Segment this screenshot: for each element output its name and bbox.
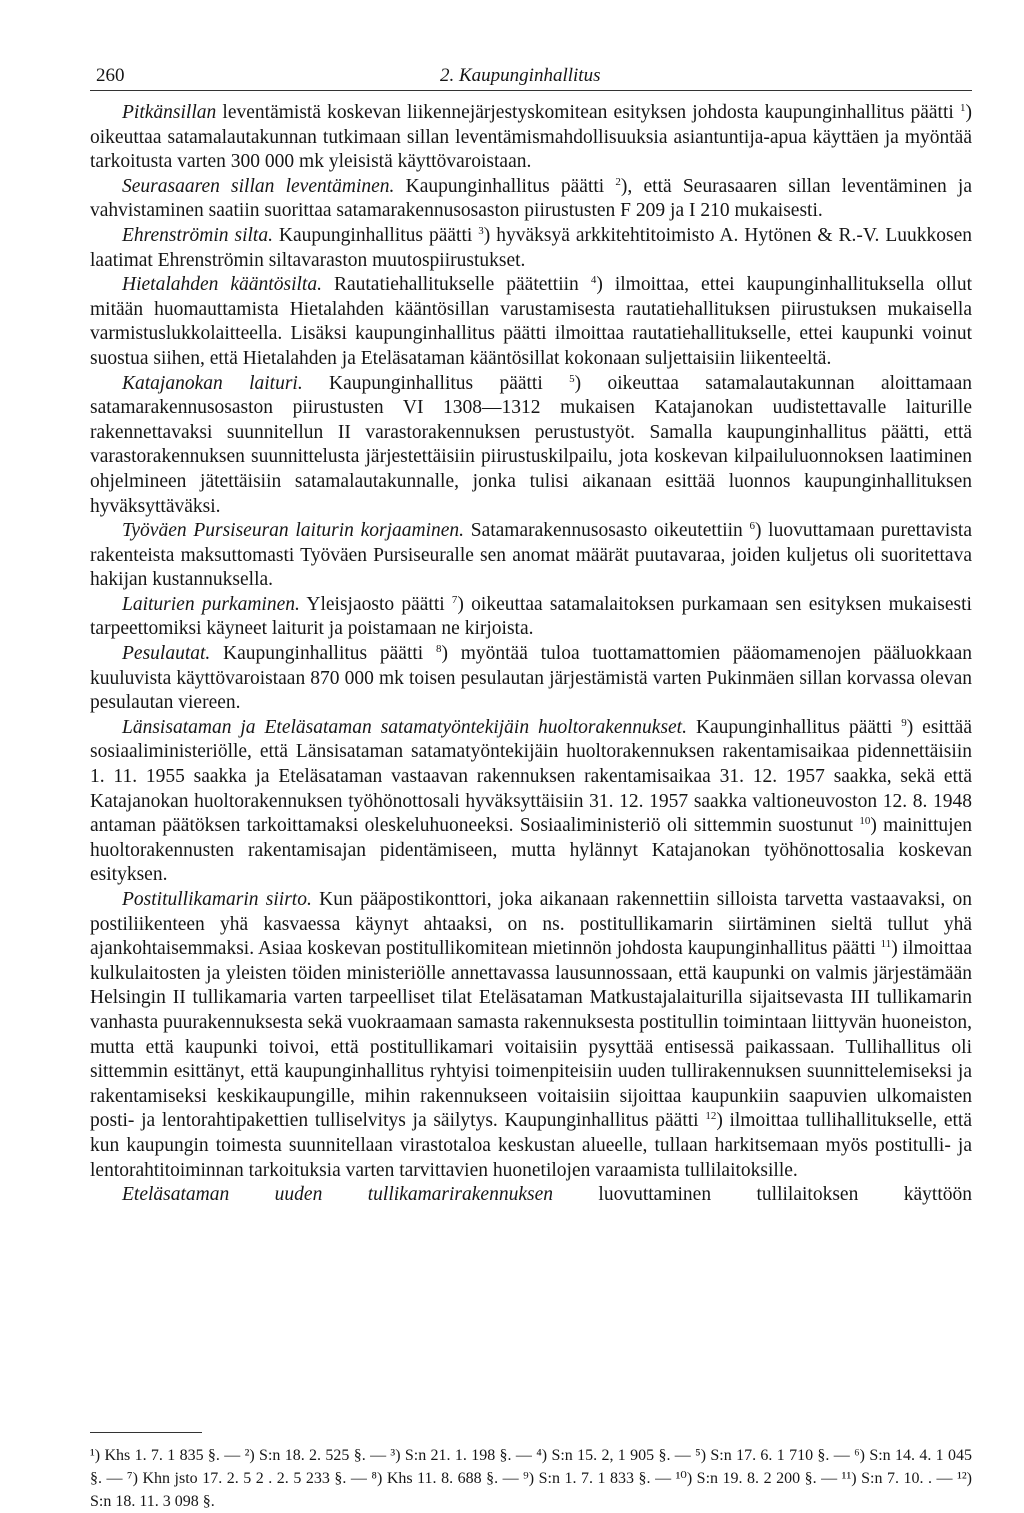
footnote-ref: 10 — [859, 815, 871, 828]
paragraph-title: Työväen Pursiseuran laiturin korjaaminen. — [122, 520, 465, 542]
paragraph — [90, 888, 972, 1183]
paragraph — [90, 716, 972, 888]
paragraph-text: ) esittää sosiaaliministeriölle, että Länsisataman satamatyöntekijäin huoltorakennuksen rakentamisaikaa pidennettäisiin 1. 11. 1955 saakka ja Eteläsataman vastaavan rakennuksen rakentamisaikaa 31. 12. 1957 saakka, sekä että Katajanokan huoltorakennuksen työhönottosali hyväksyttäisiin 31. 12. 1957 saakka valtioneuvoston 12. 8. 1948 antaman päätöksen tarkoittamaksi oleskeluhuoneeksi. Sosiaaliministeriö oli sittemmin suostunut — [90, 716, 972, 837]
footnotes — [90, 1444, 972, 1513]
footnote-ref: 4 — [590, 274, 597, 287]
paragraph-title: Pesulautat. — [122, 643, 211, 665]
footnote-ref: 5 — [569, 372, 575, 385]
paragraph-text: luovuttaminen tullilaitoksen käyttöön — [552, 1184, 972, 1206]
body-text — [90, 101, 972, 1208]
footnote-ref: 7 — [451, 593, 458, 606]
footnote-ref: 6 — [749, 520, 755, 533]
footnote-ref: 12 — [705, 1110, 717, 1123]
paragraph-text: Yleisjaosto päätti — [299, 593, 452, 615]
paragraph-text: Kaupunginhallitus päätti — [686, 716, 902, 738]
paragraph-title: Ehrenströmin silta. — [122, 224, 273, 246]
paragraph-text: ) oikeuttaa satamalautakunnan tutkimaan sillan leventämismahdollisuuksia asiantuntija-apua käyttäen ja myöntää tarkoitusta varten 300 000 mk yleisistä käyttövaroistaan. — [90, 102, 972, 173]
paragraph-title: Laiturien purkaminen. — [122, 593, 300, 615]
paragraph-text: ) ilmoittaa tullihallitukselle, että kun kaupungin toimesta suunnitellaan virastotaloa keskustan alueelle, tullaan harkitsemaan myös postitulli- ja lentorahtitoiminnan tarkoituksia varten tarvittavien huonetilojen varaamista tullilaitoksille. — [90, 1110, 973, 1181]
footnote-ref: 2 — [615, 175, 621, 188]
paragraph-text: ) hyväksyä arkkitehtitoimisto A. Hytönen & R.-V. Luukkosen laatimat Ehrenströmin siltavaraston muutospiirustukset. — [90, 224, 972, 271]
page-header — [90, 60, 972, 91]
paragraph-text: ) oikeuttaa satamalautakunnan aloittamaan satamarakennusosaston piirustusten VI 1308—1312 mukaisen Katajanokan uudistettavalle laiturille rakennettavaksi suunnitellun II varastorakennuksen perustustyöt. Samalla kaupunginhallitus päätti, että varastorakennuksen suunnittelusta järjestettäisiin piirustuskilpailu, jota koskevan kilpailuluonnoksen laatiminen ohjelmineen jätettäisiin satamalautakunnalle, jonka tulisi aikanaan esittää luonnos kaupunginhallituksen hyväksyttäväksi. — [90, 372, 972, 517]
paragraph — [90, 372, 972, 520]
running-head: 2. Kaupunginhallitus — [440, 65, 601, 86]
paragraph-title: Hietalahden kääntösilta. — [122, 274, 322, 296]
paragraph-text: ) luovuttamaan purettavista rakenteista maksuttomasti Työväen Pursiseuralle sen anomat määrät puutavaraa, joiden kuljetus oli suoritettava hakijan kustannuksella. — [90, 520, 972, 591]
paragraph-text: ) myöntää tuloa tuottamattomien pääomamenojen pääluokkaan kuuluvista käyttövaroistaan 870 000 mk toisen pesulautan järjestämistä varten Pukinmäen sillan korvassa olevan pesulautan viereen. — [90, 643, 972, 714]
page-number: 260 — [96, 65, 125, 86]
footnote-ref: 1 — [960, 102, 966, 114]
footnote-ref: 8 — [435, 643, 442, 656]
paragraph-text: Rautatiehallitukselle päätettiin — [321, 274, 591, 296]
paragraph-text: Kaupunginhallitus päätti — [210, 643, 436, 665]
footnote-ref: 3 — [478, 224, 484, 237]
paragraph — [90, 273, 972, 371]
book-page — [90, 60, 973, 1510]
paragraph-text: Kaupunginhallitus päätti — [394, 175, 616, 197]
paragraph-title: Pitkänsillan — [122, 102, 217, 123]
paragraph-text: ) ilmoittaa, ettei kaupunginhallituksella ollut mitään huomauttamista Hietalahden kääntösillan varustamisesta rautatiehallituksen piirustuksen mukaisella varmistuslukkolaitteella. Lisäksi kaupunginhallitus päätti ilmoittaa rautatiehallitukselle, ettei kaupunki voinut suostua siihen, että Hietalahden ja Eteläsataman kääntösillat kokonaan suljettaisiin liikenteeltä. — [90, 274, 973, 369]
footnote-ref: 9 — [901, 716, 907, 729]
footnote-text: ¹) Khs 1. 7. 1 835 §. — ²) S:n 18. 2. 525 §. — ³) S:n 21. 1. 198 §. — ⁴) S:n 15. 2, 1 905 §. — ⁵) S:n 17. 6. 1 710 §. — ⁶) S:n 14. 4. 1 045 §. — ⁷) Khn jsto 17. 2. 5 2 . 2. 5 233 §. — ⁸) Khs 11. 8. 688 §. — ⁹) S:n 1. 7. 1 833 §. — ¹⁰) S:n 19. 8. 2 200 §. — ¹¹) S:n 7. 10. . — ¹²) S:n 18. 11. 3 098 §. — [90, 1447, 972, 1510]
paragraph — [90, 101, 972, 175]
paragraph-title: Länsisataman ja Eteläsataman satamatyöntekijäin huoltorakennukset. — [122, 716, 687, 738]
paragraph-text: leventämistä koskevan liikennejärjestyskomitean esityksen johdosta kaupunginhallitus päätti — [216, 102, 960, 123]
paragraph-text: ), että Seurasaaren sillan leventäminen ja vahvistaminen saatiin suorittaa satamarakennusosaston piirustusten F 209 ja I 210 mukaisesti. — [90, 175, 972, 222]
paragraph-text: ) mainittujen huoltorakennusten rakentamisajan pidentämiseen, mutta hylännyt Katajanokan työhönottosalia koskevan esityksen. — [90, 815, 972, 886]
paragraph — [90, 175, 972, 224]
footnote-ref: 11 — [880, 938, 892, 951]
paragraph-text: Kun pääpostikonttori, joka aikanaan rakennettiin silloista tarvetta vastaavaksi, on postiliikenteen yhä kasvaessa käynyt ahtaaksi, on ns. postitullikamarin siirtäminen sieltä tullut yhä ajankohtaisemmaksi. Asiaa koskevan postitullikomitean mietinnön johdosta kaupunginhallitus päätti — [90, 889, 972, 960]
footnote-divider — [90, 1432, 202, 1433]
paragraph — [90, 224, 972, 273]
paragraph-text: ) oikeuttaa satamalaitoksen purkamaan sen esityksen mukaisesti tarpeettomiksi käyneet laiturit ja poistamaan ne kirjoista. — [90, 593, 972, 640]
paragraph-title: Eteläsataman uuden tullikamarirakennuksen — [122, 1184, 553, 1206]
paragraph — [90, 642, 972, 716]
paragraph — [90, 1183, 972, 1208]
paragraph-title: Katajanokan laituri. — [122, 372, 303, 394]
paragraph-title: Seurasaaren sillan leventäminen. — [122, 175, 395, 197]
paragraph-text: Kaupunginhallitus päätti — [272, 224, 479, 246]
paragraph-text: Kaupunginhallitus päätti — [302, 372, 570, 394]
paragraph — [90, 519, 972, 593]
paragraph-text: ) ilmoittaa kulkulaitosten ja yleisten töiden ministeriölle annettavassa lausunnossaan, että kaupunki on valmis järjestämään Helsingin II tullikamaria varten tarpeelliset tilat Eteläsataman Matkustajalaiturilla sijaitsevasta III tullikamarin vanhasta puurakennuksesta sekä vuokraamaan samasta rakennuksesta postitullin toimintaan liittyvän huoneiston, mutta että kaupunki toivoi, että postitullikamari voitaisiin pysyttää entisessä paikassaan. Tullihallitus oli sittemmin esittänyt, että kaupunginhallitus ryhtyisi toimenpiteisiin uuden tullirakennuksen suunnittelemiseksi ja rakentamiseksi keskikaupungille, mihin rakennukseen voitaisiin sijoittaa kaupunkiin saapuvien ulkomaisten posti- ja lentorahtipakettien tulliselvitys ja säilytys. Kaupunginhallitus päätti — [90, 938, 972, 1132]
paragraph — [90, 593, 972, 642]
paragraph-title: Postitullikamarin siirto. — [122, 889, 312, 910]
paragraph-text: Satamarakennusosasto oikeutettiin — [464, 520, 750, 542]
